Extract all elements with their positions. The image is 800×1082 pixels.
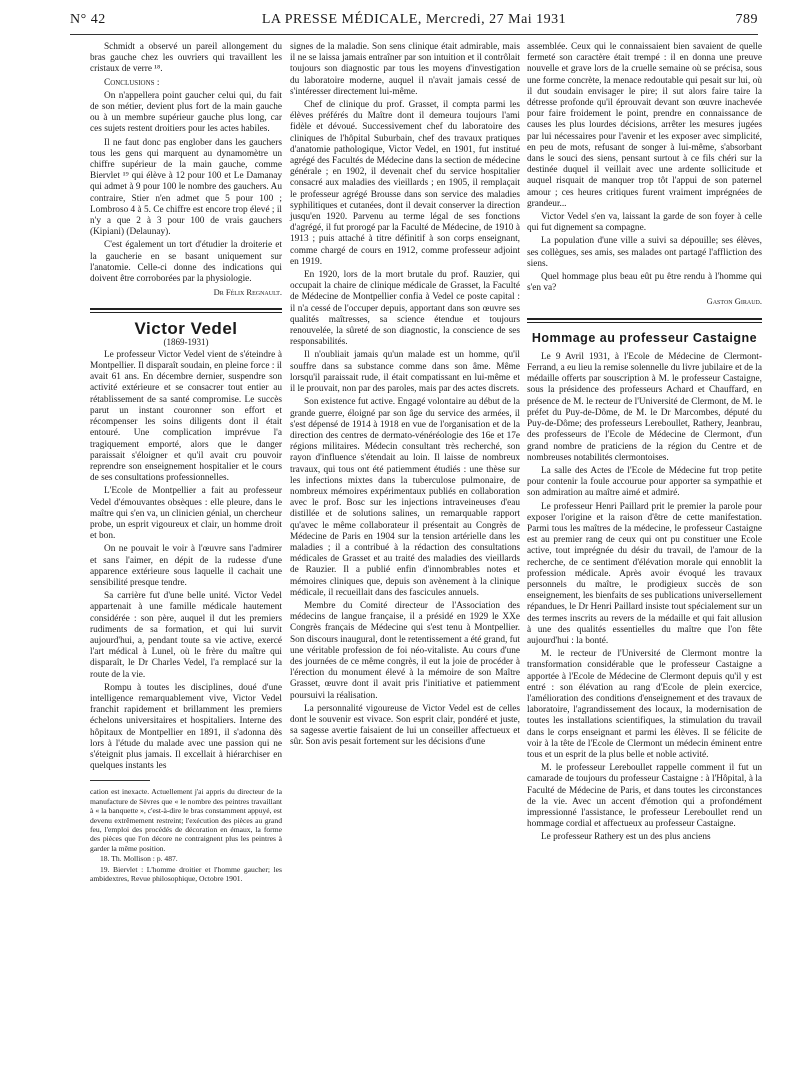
paragraph: Victor Vedel s'en va, laissant la garde de son foyer à celle qui fut dignement sa compagne. [527,212,762,234]
paragraph: Le professeur Henri Paillard prit le premier la parole pour exposer l'origine et la raison d'être de cette manifestation. Parmi tous les maîtres de la médecine, le professeur Castaigne est au premier rang de ceux qui ont pu constituer une Ecole active, tout imprégnée du désir du travail, de l'amour de la recherche, de ce sentiment d'élévation morale qui ennoblit la profession médicale. Après avoir évoqué les travaux personnels du maître, le prodigieux succès de son enseignement, les bienfaits de ses publications universellement répandues, le Dr Henri Paillard insiste tout spécialement sur un des termes inscrits au revers de la médaille et qui fait allusion à une des qualités essentielles du maître que l'on fête aujourd'hui : la bonté. [527,501,762,646]
paragraph: Chef de clinique du prof. Grasset, il compta parmi les élèves préférés du Maître dont il demeura toujours l'ami fidèle et dévoué. Successivement chef du laboratoire des cliniques de l'hôpital Suburbain, chef des travaux pratiques d'anatomie pathologique, Victor Vedel, en 1901, fut institué agrégé des Facultés de Médecine dans la section de médecine générale ; en 1902, il devenait chef du service hospitalier consacré aux maladies des vieillards ; en 1905, il remplaçait le professeur agrégé Brousse dans son service des maladies syphilitiques et cutanées, dont il devait conserver la direction jusqu'en 1920. Parvenu au terme légal de ses fonctions d'agrégé, il fut prorogé par la Faculté de Médecine, de 1910 à 1913 ; puis attaché à titre définitif à son corps enseignant, comme chargé de cours en 1912, comme professeur adjoint en 1919. [290,100,520,267]
column-2 [290,42,520,751]
issue-number: N° 42 [70,12,106,27]
journal-title: LA PRESSE MÉDICALE, Mercredi, 27 Mai 1931 [261,12,567,27]
paragraph: Rompu à toutes les disciplines, doué d'une intelligence remarquablement vive, Victor Vedel franchit rapidement et brillamment les premiers échelons universitaires et hospitaliers. Interne des hôpitaux de Montpellier en 1891, il s'adonna dès lors à l'étude du malade avec une passion qui ne s'éteignit plus jamais. Il excellait à hiérarchiser en quelques instants les [90,682,282,772]
paragraph: Il n'oubliait jamais qu'un malade est un homme, qu'il souffre dans sa substance comme dans son âme. Même lorsqu'il paraissait rude, il était compatissant en lui-même et il le prouvait, non par des paroles, mais par des actes discrets. [290,350,520,395]
paragraph: Il ne faut donc pas englober dans les gauchers tous les gens qui marquent au dynamomètre un chiffre supérieur de la main gauche, comme Biervlet ¹⁹ qui élève à 12 pour 100 et Le Damanay qui admet à 9 pour 100 le nombre des gauchers. Au contraire, Stier n'en admet que 5 pour 100 ; Lombroso 4 à 5. Ce chiffre est encore trop élevé ; il n'y a que 2 à 3 pour 100 de vrais gauchers (Kipiani) (Delaunay). [90,137,282,238]
paragraph: Sa carrière fut d'une belle unité. Victor Vedel appartenait à une famille médicale hautement considérée : son père, auquel il dut les premiers rudiments de sa formation, et qui lui survit aujourd'hui, a, pendant toute sa vie active, exercé l'art médical à Lunel, où le frère du maître qui disparaît, le Dr Charles Vedel, l'a remplacé sur la route de la vie. [90,591,282,680]
footnote: 18. Th. Mollison : p. 487. [100,854,178,864]
conclusions-label: Conclusions : [104,77,160,88]
page-number: 789 [735,12,758,27]
paragraph: Quel hommage plus beau eût pu être rendu à l'homme qui s'en va? [527,272,762,294]
paragraph: C'est également un tort d'étudier la droiterie et la gaucherie en se basant uniquement sur l'anatomie. Celle-ci donne des indications qui doivent être corroborées par la physiologie. [90,240,282,285]
paragraph: M. le professeur Lereboullet rappelle comment il fut un camarade de toujours du professeur Castaigne : à l'Hôpital, à la Faculté de Médecine de Paris, et dans toutes les circonstances de la vie. Avec un accent d'émotion qui a profondément impressionné l'assistance, le professeur Lereboullet rend un hommage cordial et affectueux au professeur Castaigne. [527,763,762,830]
page-header [70,12,758,32]
paragraph: On n'appellera point gaucher celui qui, du fait de son métier, devient plus fort de la main gauche ou à un membre supérieur gauche plus long, car ces sujets restent droitiers pour les actes habiles. [90,90,282,135]
signature-regnault: Dr Félix Regnault. [213,287,282,298]
paragraph: assemblée. Ceux qui le connaissaient bien savaient de quelle fermeté son caractère était trempé : il en donna une preuve nouvelle et grave lors de la cruelle semaine où se précisa, sous une forme concrète, la menace redoutable qui pesait sur lui, où il dut soudain envisager le pire; il sut alors faire taire la détresse profonde qu'il éprouvait devant son œuvre inachevée pour faire froidement le point, prendre en connaissance de causes les plus lourdes décisions, arrêter les mesures jugées par lui nécessaires pour l'avenir et les exposer avec simplicité, en peu de mots, refusant de songer à lui-même, s'absorbant dans le souci des siens, pensant surtout à ce fils chéri sur la destinée duquel il veillait avec une ardente sollicitude et auquel risquait de manquer trop tôt l'appui de son paternel amour ; ces heures critiques furent vraiment imprégnées de grandeur... [527,42,762,209]
header-rule [70,34,758,35]
section-divider [527,318,762,323]
paragraph: Le professeur Rathery est un des plus anciens [541,832,711,843]
paragraph: M. le recteur de l'Université de Clermont montre la transformation considérable que le professeur Castaigne a apportée à l'Ecole de Médecine de Clermont depuis qu'il y est entré : son élévation au rang d'Ecole de plein exercice, l'amélioration des conditions d'enseignement et des travaux de laboratoire, l'agrandissement des locaux, la modernisation de toutes les installations scientifiques, la stimulation du travail dans le corps enseignant et parmi les élèves. Il se félicite de voir à la tête de l'Ecole de Clermont un médecin éminent entre tous et un esprit de la plus belle et noble activité. [527,649,762,760]
paragraph: La salle des Actes de l'Ecole de Médecine fut trop petite pour contenir la foule accourue pour apporter sa sympathie et son admiration au maître aimé et admiré. [527,465,762,499]
paragraph: La population d'une ville a suivi sa dépouille; ses élèves, ses collègues, ses amis, ses malades ont partagé l'affliction des siens. [527,236,762,269]
paragraph: Le professeur Victor Vedel vient de s'éteindre à Montpellier. Il disparaît soudain, en pleine force : il avait 61 ans. En décembre dernier, suspendre son activité extérieure et se consacrer tout entier au rétablissement de sa santé compromise. Le succès parut un instant couronner son effort et récompenser les soins diligents dont il était entouré. Une complication imprévue l'a tragiquement emporté, alors que le danger paraissait s'éloigner et qu'il avait cru pouvoir reprendre son enseignement hospitalier et le cours de ses consultations professionnelles. [90,349,282,484]
signature-giraud: Gaston Giraud. [706,296,762,307]
obituary-title: Victor Vedel [134,319,238,339]
paragraph: La personnalité vigoureuse de Victor Vedel est de celles dont le souvenir est vivace. Son esprit clair, pondéré et juste, sa sagesse avertie faisaient de lui un conseiller affectueux et sûr. Son avis pesait fortement sur les décisions d'une [290,703,520,748]
castaigne-title: Hommage au professeur Castaigne [531,330,758,345]
paragraph: signes de la maladie. Son sens clinique était admirable, mais il ne se laissa jamais entraîner par son intuition et il contrôlait toujours son diagnostic par tous les moyens d'investigation du laboratoire moderne, auquel il n'avait jamais cessé de s'intéresser directement lui-même. [290,42,520,97]
paragraph: L'Ecole de Montpellier a fait au professeur Vedel d'émouvantes obsèques : elle pleure, dans le maître qui s'en va, un clinicien génial, un chercheur probe, un esprit vigoureux et clair, un homme droit et bon. [90,486,282,542]
footnote: cation est inexacte. Actuellement j'ai appris du directeur de la manufacture de Sèvres que « le nombre des peintres travaillant à « la banquette », c'est-à-dire le bras constamment appuyé, est devenu extrêmement restreint; l'exécution des pièces au grand feu, l'emploi des procédés de décoration en émaux, la forme des pièces que l'on décore ne contraignent plus les peintres à garder la même position. [90,787,282,853]
column-1 [90,42,282,884]
footnote-rule [90,780,150,781]
paragraph: On ne pouvait le voir à l'œuvre sans l'admirer et sans l'aimer, en dépit de la rudesse d'une apparence extérieure sous laquelle il cachait une sensibilité presque tendre. [90,544,282,588]
footnote: 19. Biervlet : L'homme droitier et l'homme gaucher; les ambidextres, Revue philosophique, Octobre 1901. [90,864,282,884]
column-3 [527,42,762,846]
paragraph: En 1920, lors de la mort brutale du prof. Rauzier, qui occupait la chaire de clinique médicale de Grasset, la Faculté de Médecine de Montpellier confia à Vedel ce poste capital : il n'a cessé de l'occuper depuis, apportant dans son œuvre ses qualités maîtresses, sa science étendue et toujours renouvelée, la sûreté de son diagnostic, la conscience de ses responsabilités. [290,270,520,348]
section-divider [90,308,282,313]
paragraph: Membre du Comité directeur de l'Association des médecins de langue française, il a présidé en 1929 le XXe Congrès français de Médecine qui s'est tenu à Montpellier. Son discours inaugural, dont le retentissement a été grand, fut une véritable profession de foi néo-vitaliste. Au cours d'une des journées de ce même congrès, il eut la joie de procéder à l'érection du monument élevé à la mémoire de son Maître Grasset, œuvre dont il avait pris l'initiative et patiemment poursuivi la réalisation. [290,600,520,701]
paragraph: Schmidt a observé un pareil allongement du bras gauche chez les ouvriers qui travaillent les cristaux de verre ¹⁸. [90,42,282,75]
paragraph: Son existence fut active. Engagé volontaire au début de la grande guerre, éloigné par son âge du service des armées, il s'est dépensé de 1914 à 1918 en vue de l'organisation et de la direction des centres de dermato-vénéréologie des 16e et 17e régions militaires. Médecin consultant très recherché, son rayon d'influence s'étendait au loin. Il laisse de nombreux travaux, qui tous ont été patiemment étudiés : une thèse sur les infections mixtes dans la tuberculose pulmonaire, de nombreux mémoires expérimentaux publiés en collaboration avec le prof. Bosc sur les injections intraveineuses d'eau distillée et de solutions salines, un remarquable rapport qu'avec le même collaborateur il présentait au Congrès de Médecine de Paris en 1904 sur la tension artérielle dans les maladies ; il a contribué à la rédaction des consultations médicales de Grasset et au traité des maladies des vieillards de Rauzier. Il a publié enfin d'innombrables notes et mémoires cliniques que, depuis son avènement à la clinique médicale, il recueillait dans des fascicules annuels. [290,397,520,598]
footnotes [90,787,282,883]
obituary-dates: (1869-1931) [163,336,209,347]
paragraph: Le 9 Avril 1931, à l'Ecole de Médecine de Clermont-Ferrand, a eu lieu la remise solennelle du livre jubilaire et de la médaille offerts par souscription à M. le professeur Castaigne, sous la présidence des professeurs Achard et Chauffard, en présence de M. le recteur de l'Université de Clermont, de M. le préfet du Puy-de-Dôme, de M. le Dr Marcombes, député du Puy-de-Dôme; des professeurs Lereboullet, Rathery, Jeanbrau, des professeurs de l'Ecole de Médecine de Clermont, d'un grand nombre de praticiens de la région du Centre et de nombreuses notabilités clermontoises. [527,351,762,463]
